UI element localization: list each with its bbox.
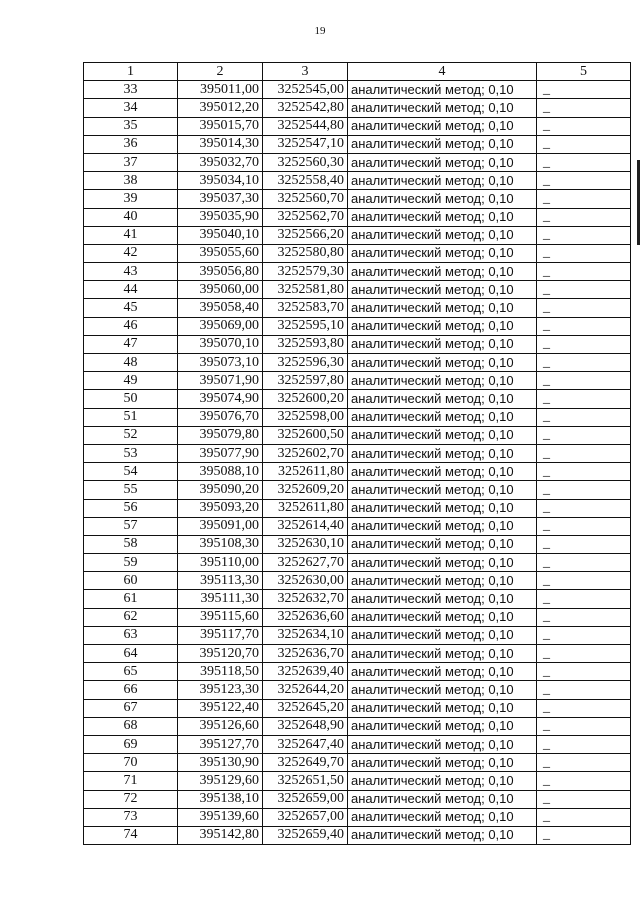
point-number-cell: 46 <box>84 317 178 335</box>
method-cell: аналитический метод; 0,10 <box>348 772 537 790</box>
x-coordinate-cell: 395091,00 <box>178 517 263 535</box>
table-row <box>84 790 631 808</box>
note-cell: _ <box>537 572 631 590</box>
x-coordinate-cell: 395123,30 <box>178 681 263 699</box>
table-row <box>84 754 631 772</box>
point-number-cell: 35 <box>84 117 178 135</box>
table-row <box>84 808 631 826</box>
y-coordinate-cell: 3252583,70 <box>263 299 348 317</box>
note-cell: _ <box>537 354 631 372</box>
x-coordinate-cell: 395122,40 <box>178 699 263 717</box>
y-coordinate-cell: 3252636,70 <box>263 645 348 663</box>
note-cell: _ <box>537 590 631 608</box>
x-coordinate-cell: 395118,50 <box>178 663 263 681</box>
x-coordinate-cell: 395070,10 <box>178 335 263 353</box>
y-coordinate-cell: 3252611,80 <box>263 463 348 481</box>
x-coordinate-cell: 395093,20 <box>178 499 263 517</box>
method-cell: аналитический метод; 0,10 <box>348 172 537 190</box>
x-coordinate-cell: 395056,80 <box>178 263 263 281</box>
header-cell: 5 <box>537 63 631 81</box>
note-cell: _ <box>537 99 631 117</box>
note-cell: _ <box>537 645 631 663</box>
method-cell: аналитический метод; 0,10 <box>348 663 537 681</box>
table-row <box>84 663 631 681</box>
table-row <box>84 572 631 590</box>
method-cell: аналитический метод; 0,10 <box>348 299 537 317</box>
note-cell: _ <box>537 117 631 135</box>
note-cell: _ <box>537 408 631 426</box>
header-cell: 4 <box>348 63 537 81</box>
y-coordinate-cell: 3252611,80 <box>263 499 348 517</box>
method-cell: аналитический метод; 0,10 <box>348 354 537 372</box>
method-cell: аналитический метод; 0,10 <box>348 826 537 844</box>
table-row <box>84 590 631 608</box>
y-coordinate-cell: 3252558,40 <box>263 172 348 190</box>
point-number-cell: 50 <box>84 390 178 408</box>
point-number-cell: 49 <box>84 372 178 390</box>
table-row <box>84 408 631 426</box>
method-cell: аналитический метод; 0,10 <box>348 335 537 353</box>
method-cell: аналитический метод; 0,10 <box>348 572 537 590</box>
x-coordinate-cell: 395035,90 <box>178 208 263 226</box>
method-cell: аналитический метод; 0,10 <box>348 463 537 481</box>
point-number-cell: 74 <box>84 826 178 844</box>
y-coordinate-cell: 3252639,40 <box>263 663 348 681</box>
point-number-cell: 67 <box>84 699 178 717</box>
x-coordinate-cell: 395129,60 <box>178 772 263 790</box>
point-number-cell: 55 <box>84 481 178 499</box>
note-cell: _ <box>537 81 631 99</box>
note-cell: _ <box>537 135 631 153</box>
x-coordinate-cell: 395060,00 <box>178 281 263 299</box>
note-cell: _ <box>537 299 631 317</box>
y-coordinate-cell: 3252634,10 <box>263 626 348 644</box>
table-row <box>84 535 631 553</box>
note-cell: _ <box>537 517 631 535</box>
y-coordinate-cell: 3252651,50 <box>263 772 348 790</box>
point-number-cell: 39 <box>84 190 178 208</box>
header-cell: 2 <box>178 63 263 81</box>
note-cell: _ <box>537 826 631 844</box>
method-cell: аналитический метод; 0,10 <box>348 681 537 699</box>
point-number-cell: 47 <box>84 335 178 353</box>
table-row <box>84 463 631 481</box>
y-coordinate-cell: 3252560,30 <box>263 153 348 171</box>
table-row <box>84 444 631 462</box>
note-cell: _ <box>537 426 631 444</box>
method-cell: аналитический метод; 0,10 <box>348 244 537 262</box>
table-row <box>84 772 631 790</box>
table-row <box>84 226 631 244</box>
method-cell: аналитический метод; 0,10 <box>348 263 537 281</box>
note-cell: _ <box>537 444 631 462</box>
note-cell: _ <box>537 499 631 517</box>
method-cell: аналитический метод; 0,10 <box>348 81 537 99</box>
y-coordinate-cell: 3252602,70 <box>263 444 348 462</box>
note-cell: _ <box>537 681 631 699</box>
x-coordinate-cell: 395139,60 <box>178 808 263 826</box>
x-coordinate-cell: 395073,10 <box>178 354 263 372</box>
point-number-cell: 51 <box>84 408 178 426</box>
point-number-cell: 59 <box>84 554 178 572</box>
note-cell: _ <box>537 790 631 808</box>
point-number-cell: 73 <box>84 808 178 826</box>
note-cell: _ <box>537 335 631 353</box>
point-number-cell: 62 <box>84 608 178 626</box>
table-row <box>84 208 631 226</box>
method-cell: аналитический метод; 0,10 <box>348 717 537 735</box>
x-coordinate-cell: 395115,60 <box>178 608 263 626</box>
note-cell: _ <box>537 772 631 790</box>
table-row <box>84 372 631 390</box>
x-coordinate-cell: 395111,30 <box>178 590 263 608</box>
table-row <box>84 717 631 735</box>
note-cell: _ <box>537 608 631 626</box>
y-coordinate-cell: 3252649,70 <box>263 754 348 772</box>
note-cell: _ <box>537 663 631 681</box>
y-coordinate-cell: 3252580,80 <box>263 244 348 262</box>
header-cell: 3 <box>263 63 348 81</box>
note-cell: _ <box>537 808 631 826</box>
note-cell: _ <box>537 754 631 772</box>
method-cell: аналитический метод; 0,10 <box>348 444 537 462</box>
point-number-cell: 63 <box>84 626 178 644</box>
y-coordinate-cell: 3252542,80 <box>263 99 348 117</box>
note-cell: _ <box>537 554 631 572</box>
table-row <box>84 281 631 299</box>
x-coordinate-cell: 395117,70 <box>178 626 263 644</box>
point-number-cell: 48 <box>84 354 178 372</box>
x-coordinate-cell: 395077,90 <box>178 444 263 462</box>
point-number-cell: 42 <box>84 244 178 262</box>
method-cell: аналитический метод; 0,10 <box>348 390 537 408</box>
table-row <box>84 263 631 281</box>
table-row <box>84 99 631 117</box>
point-number-cell: 69 <box>84 735 178 753</box>
note-cell: _ <box>537 172 631 190</box>
method-cell: аналитический метод; 0,10 <box>348 590 537 608</box>
point-number-cell: 72 <box>84 790 178 808</box>
table-row <box>84 390 631 408</box>
table-row <box>84 117 631 135</box>
page-number: 19 <box>314 25 326 37</box>
x-coordinate-cell: 395055,60 <box>178 244 263 262</box>
note-cell: _ <box>537 481 631 499</box>
note-cell: _ <box>537 717 631 735</box>
note-cell: _ <box>537 372 631 390</box>
x-coordinate-cell: 395090,20 <box>178 481 263 499</box>
table-row <box>84 681 631 699</box>
x-coordinate-cell: 395037,30 <box>178 190 263 208</box>
table-row <box>84 481 631 499</box>
table-row <box>84 699 631 717</box>
x-coordinate-cell: 395113,30 <box>178 572 263 590</box>
note-cell: _ <box>537 226 631 244</box>
y-coordinate-cell: 3252547,10 <box>263 135 348 153</box>
point-number-cell: 33 <box>84 81 178 99</box>
y-coordinate-cell: 3252659,40 <box>263 826 348 844</box>
point-number-cell: 40 <box>84 208 178 226</box>
note-cell: _ <box>537 263 631 281</box>
point-number-cell: 45 <box>84 299 178 317</box>
y-coordinate-cell: 3252581,80 <box>263 281 348 299</box>
x-coordinate-cell: 395032,70 <box>178 153 263 171</box>
y-coordinate-cell: 3252627,70 <box>263 554 348 572</box>
point-number-cell: 70 <box>84 754 178 772</box>
point-number-cell: 66 <box>84 681 178 699</box>
x-coordinate-cell: 395142,80 <box>178 826 263 844</box>
y-coordinate-cell: 3252659,00 <box>263 790 348 808</box>
y-coordinate-cell: 3252593,80 <box>263 335 348 353</box>
x-coordinate-cell: 395076,70 <box>178 408 263 426</box>
point-number-cell: 58 <box>84 535 178 553</box>
y-coordinate-cell: 3252596,30 <box>263 354 348 372</box>
x-coordinate-cell: 395079,80 <box>178 426 263 444</box>
x-coordinate-cell: 395108,30 <box>178 535 263 553</box>
x-coordinate-cell: 395138,10 <box>178 790 263 808</box>
method-cell: аналитический метод; 0,10 <box>348 372 537 390</box>
x-coordinate-cell: 395110,00 <box>178 554 263 572</box>
point-number-cell: 53 <box>84 444 178 462</box>
method-cell: аналитический метод; 0,10 <box>348 317 537 335</box>
x-coordinate-cell: 395011,00 <box>178 81 263 99</box>
table-row <box>84 81 631 99</box>
y-coordinate-cell: 3252600,20 <box>263 390 348 408</box>
table-row <box>84 499 631 517</box>
table-row <box>84 826 631 844</box>
method-cell: аналитический метод; 0,10 <box>348 226 537 244</box>
table-row <box>84 645 631 663</box>
y-coordinate-cell: 3252647,40 <box>263 735 348 753</box>
y-coordinate-cell: 3252636,60 <box>263 608 348 626</box>
table-row <box>84 335 631 353</box>
x-coordinate-cell: 395120,70 <box>178 645 263 663</box>
table-row <box>84 626 631 644</box>
point-number-cell: 71 <box>84 772 178 790</box>
y-coordinate-cell: 3252630,10 <box>263 535 348 553</box>
point-number-cell: 64 <box>84 645 178 663</box>
point-number-cell: 43 <box>84 263 178 281</box>
y-coordinate-cell: 3252545,00 <box>263 81 348 99</box>
x-coordinate-cell: 395058,40 <box>178 299 263 317</box>
note-cell: _ <box>537 153 631 171</box>
method-cell: аналитический метод; 0,10 <box>348 153 537 171</box>
point-number-cell: 38 <box>84 172 178 190</box>
point-number-cell: 37 <box>84 153 178 171</box>
method-cell: аналитический метод; 0,10 <box>348 426 537 444</box>
method-cell: аналитический метод; 0,10 <box>348 190 537 208</box>
note-cell: _ <box>537 699 631 717</box>
table-row <box>84 317 631 335</box>
note-cell: _ <box>537 626 631 644</box>
x-coordinate-cell: 395040,10 <box>178 226 263 244</box>
table-row <box>84 354 631 372</box>
table-header-row <box>84 63 631 81</box>
note-cell: _ <box>537 281 631 299</box>
y-coordinate-cell: 3252595,10 <box>263 317 348 335</box>
y-coordinate-cell: 3252562,70 <box>263 208 348 226</box>
table-row <box>84 299 631 317</box>
method-cell: аналитический метод; 0,10 <box>348 117 537 135</box>
method-cell: аналитический метод; 0,10 <box>348 99 537 117</box>
method-cell: аналитический метод; 0,10 <box>348 699 537 717</box>
y-coordinate-cell: 3252544,80 <box>263 117 348 135</box>
method-cell: аналитический метод; 0,10 <box>348 517 537 535</box>
y-coordinate-cell: 3252609,20 <box>263 481 348 499</box>
point-number-cell: 54 <box>84 463 178 481</box>
point-number-cell: 34 <box>84 99 178 117</box>
method-cell: аналитический метод; 0,10 <box>348 281 537 299</box>
table-row <box>84 554 631 572</box>
note-cell: _ <box>537 190 631 208</box>
y-coordinate-cell: 3252600,50 <box>263 426 348 444</box>
y-coordinate-cell: 3252566,20 <box>263 226 348 244</box>
point-number-cell: 52 <box>84 426 178 444</box>
point-number-cell: 68 <box>84 717 178 735</box>
x-coordinate-cell: 395127,70 <box>178 735 263 753</box>
coordinates-table <box>83 62 631 845</box>
note-cell: _ <box>537 317 631 335</box>
y-coordinate-cell: 3252632,70 <box>263 590 348 608</box>
note-cell: _ <box>537 463 631 481</box>
y-coordinate-cell: 3252645,20 <box>263 699 348 717</box>
note-cell: _ <box>537 244 631 262</box>
method-cell: аналитический метод; 0,10 <box>348 608 537 626</box>
point-number-cell: 36 <box>84 135 178 153</box>
table-row <box>84 608 631 626</box>
table-row <box>84 153 631 171</box>
method-cell: аналитический метод; 0,10 <box>348 626 537 644</box>
table-row <box>84 426 631 444</box>
x-coordinate-cell: 395088,10 <box>178 463 263 481</box>
note-cell: _ <box>537 390 631 408</box>
method-cell: аналитический метод; 0,10 <box>348 481 537 499</box>
y-coordinate-cell: 3252657,00 <box>263 808 348 826</box>
header-cell: 1 <box>84 63 178 81</box>
point-number-cell: 56 <box>84 499 178 517</box>
x-coordinate-cell: 395130,90 <box>178 754 263 772</box>
method-cell: аналитический метод; 0,10 <box>348 645 537 663</box>
y-coordinate-cell: 3252630,00 <box>263 572 348 590</box>
note-cell: _ <box>537 208 631 226</box>
point-number-cell: 60 <box>84 572 178 590</box>
table-row <box>84 172 631 190</box>
method-cell: аналитический метод; 0,10 <box>348 735 537 753</box>
x-coordinate-cell: 395012,20 <box>178 99 263 117</box>
table-row <box>84 517 631 535</box>
x-coordinate-cell: 395034,10 <box>178 172 263 190</box>
point-number-cell: 44 <box>84 281 178 299</box>
table-row <box>84 735 631 753</box>
point-number-cell: 41 <box>84 226 178 244</box>
point-number-cell: 65 <box>84 663 178 681</box>
method-cell: аналитический метод; 0,10 <box>348 208 537 226</box>
method-cell: аналитический метод; 0,10 <box>348 790 537 808</box>
x-coordinate-cell: 395014,30 <box>178 135 263 153</box>
y-coordinate-cell: 3252648,90 <box>263 717 348 735</box>
x-coordinate-cell: 395074,90 <box>178 390 263 408</box>
table-row <box>84 190 631 208</box>
method-cell: аналитический метод; 0,10 <box>348 554 537 572</box>
y-coordinate-cell: 3252579,30 <box>263 263 348 281</box>
method-cell: аналитический метод; 0,10 <box>348 535 537 553</box>
method-cell: аналитический метод; 0,10 <box>348 808 537 826</box>
y-coordinate-cell: 3252560,70 <box>263 190 348 208</box>
x-coordinate-cell: 395071,90 <box>178 372 263 390</box>
point-number-cell: 61 <box>84 590 178 608</box>
y-coordinate-cell: 3252597,80 <box>263 372 348 390</box>
table-row <box>84 135 631 153</box>
method-cell: аналитический метод; 0,10 <box>348 135 537 153</box>
method-cell: аналитический метод; 0,10 <box>348 754 537 772</box>
y-coordinate-cell: 3252598,00 <box>263 408 348 426</box>
note-cell: _ <box>537 535 631 553</box>
y-coordinate-cell: 3252644,20 <box>263 681 348 699</box>
table-row <box>84 244 631 262</box>
x-coordinate-cell: 395069,00 <box>178 317 263 335</box>
method-cell: аналитический метод; 0,10 <box>348 408 537 426</box>
method-cell: аналитический метод; 0,10 <box>348 499 537 517</box>
note-cell: _ <box>537 735 631 753</box>
x-coordinate-cell: 395126,60 <box>178 717 263 735</box>
x-coordinate-cell: 395015,70 <box>178 117 263 135</box>
point-number-cell: 57 <box>84 517 178 535</box>
y-coordinate-cell: 3252614,40 <box>263 517 348 535</box>
